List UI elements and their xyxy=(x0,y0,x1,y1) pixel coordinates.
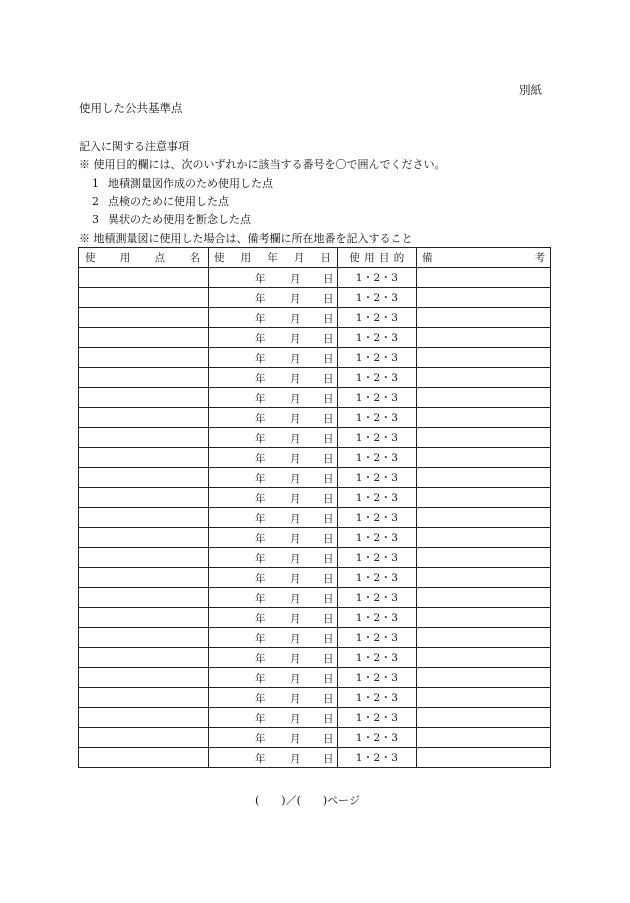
purpose-cell[interactable]: 1・2・3 xyxy=(338,628,417,648)
table-row xyxy=(79,348,551,368)
purpose-cell[interactable]: 1・2・3 xyxy=(338,608,417,628)
point-name-cell[interactable] xyxy=(79,548,209,568)
table-row xyxy=(79,608,551,628)
year-label: 年 xyxy=(255,333,266,345)
day-label: 日 xyxy=(323,633,334,645)
point-name-cell[interactable] xyxy=(79,508,209,528)
purpose-option-text: 地積測量図作成のため使用した点 xyxy=(108,177,273,190)
header-char: 使 xyxy=(214,252,225,264)
use-date-cell[interactable] xyxy=(209,268,338,288)
remarks-cell[interactable] xyxy=(417,508,551,528)
year-label: 年 xyxy=(255,593,266,605)
remarks-cell[interactable] xyxy=(417,688,551,708)
purpose-cell[interactable]: 1・2・3 xyxy=(338,428,417,448)
month-label: 月 xyxy=(290,753,301,765)
header-char: 考 xyxy=(534,252,545,264)
month-label: 月 xyxy=(290,693,301,705)
month-label: 月 xyxy=(290,733,301,745)
use-date-cell[interactable] xyxy=(209,628,338,648)
purpose-cell[interactable]: 1・2・3 xyxy=(338,388,417,408)
point-name-cell[interactable] xyxy=(79,708,209,728)
header-use-date xyxy=(209,248,338,268)
day-label: 日 xyxy=(323,753,334,765)
purpose-cell[interactable]: 1・2・3 xyxy=(338,348,417,368)
purpose-cell[interactable]: 1・2・3 xyxy=(338,468,417,488)
table-body xyxy=(79,268,551,768)
year-label: 年 xyxy=(255,373,266,385)
month-label: 月 xyxy=(290,453,301,465)
purpose-cell[interactable]: 1・2・3 xyxy=(338,568,417,588)
use-date-cell[interactable] xyxy=(209,348,338,368)
point-name-cell[interactable] xyxy=(79,488,209,508)
remarks-cell[interactable] xyxy=(417,628,551,648)
purpose-cell[interactable]: 1・2・3 xyxy=(338,548,417,568)
day-label: 日 xyxy=(323,733,334,745)
point-name-cell[interactable] xyxy=(79,408,209,428)
purpose-option-text: 異状のため使用を断念した点 xyxy=(108,213,251,226)
remarks-cell[interactable] xyxy=(417,268,551,288)
purpose-cell[interactable]: 1・2・3 xyxy=(338,288,417,308)
table-row xyxy=(79,628,551,648)
remarks-cell[interactable] xyxy=(417,428,551,448)
month-label: 月 xyxy=(290,433,301,445)
year-label: 年 xyxy=(255,293,266,305)
header-char: 用 xyxy=(240,252,252,264)
point-name-cell[interactable] xyxy=(79,588,209,608)
table-row xyxy=(79,568,551,588)
month-label: 月 xyxy=(290,493,301,505)
year-label: 年 xyxy=(255,353,266,365)
table-row xyxy=(79,308,551,328)
remarks-cell[interactable] xyxy=(417,708,551,728)
month-label: 月 xyxy=(290,633,301,645)
day-label: 日 xyxy=(323,313,334,325)
day-label: 日 xyxy=(323,413,334,425)
header-char: 用 xyxy=(119,252,131,264)
use-date-cell[interactable] xyxy=(209,588,338,608)
point-name-cell[interactable] xyxy=(79,648,209,668)
month-label: 月 xyxy=(290,333,301,345)
purpose-cell[interactable]: 1・2・3 xyxy=(338,368,417,388)
day-label: 日 xyxy=(323,593,334,605)
purpose-cell[interactable]: 1・2・3 xyxy=(338,748,417,768)
year-label: 年 xyxy=(255,753,266,765)
purpose-cell[interactable]: 1・2・3 xyxy=(338,308,417,328)
month-label: 月 xyxy=(290,413,301,425)
day-label: 日 xyxy=(323,433,334,445)
use-date-cell[interactable] xyxy=(209,568,338,588)
month-label: 月 xyxy=(290,613,301,625)
day-label: 日 xyxy=(323,673,334,685)
note-remarks-instruction: ※ 地積測量図に使用した場合は、備考欄に所在地番を記入すること xyxy=(79,232,413,245)
purpose-option-text: 点検のために使用した点 xyxy=(108,195,229,208)
purpose-cell[interactable]: 1・2・3 xyxy=(338,488,417,508)
purpose-cell[interactable]: 1・2・3 xyxy=(338,728,417,748)
use-date-cell[interactable] xyxy=(209,508,338,528)
month-label: 月 xyxy=(290,373,301,385)
year-label: 年 xyxy=(255,613,266,625)
month-label: 月 xyxy=(290,293,301,305)
page-number-footer: ( )／( )ページ xyxy=(255,794,360,807)
year-label: 年 xyxy=(255,453,266,465)
table-row xyxy=(79,428,551,448)
use-date-cell[interactable] xyxy=(209,288,338,308)
header-char: 日 xyxy=(320,252,331,264)
day-label: 日 xyxy=(323,713,334,725)
point-name-cell[interactable] xyxy=(79,688,209,708)
day-label: 日 xyxy=(323,333,334,345)
remarks-cell[interactable] xyxy=(417,408,551,428)
table-row xyxy=(79,688,551,708)
month-label: 月 xyxy=(290,593,301,605)
use-date-cell[interactable] xyxy=(209,688,338,708)
year-label: 年 xyxy=(255,513,266,525)
use-date-cell[interactable] xyxy=(209,308,338,328)
point-name-cell[interactable] xyxy=(79,608,209,628)
month-label: 月 xyxy=(290,573,301,585)
month-label: 月 xyxy=(290,473,301,485)
use-date-cell[interactable] xyxy=(209,548,338,568)
use-date-cell[interactable] xyxy=(209,648,338,668)
purpose-cell[interactable]: 1・2・3 xyxy=(338,328,417,348)
use-date-cell[interactable] xyxy=(209,748,338,768)
table-row xyxy=(79,648,551,668)
table-row xyxy=(79,528,551,548)
year-label: 年 xyxy=(255,393,266,405)
table-row xyxy=(79,508,551,528)
table-row xyxy=(79,408,551,428)
year-label: 年 xyxy=(255,653,266,665)
day-label: 日 xyxy=(323,373,334,385)
header-char: 年 xyxy=(267,252,278,264)
header-char: 月 xyxy=(293,252,305,264)
use-date-cell[interactable] xyxy=(209,388,338,408)
table-row xyxy=(79,488,551,508)
header-char: 使 xyxy=(85,252,96,264)
month-label: 月 xyxy=(290,273,301,285)
use-date-cell[interactable] xyxy=(209,408,338,428)
day-label: 日 xyxy=(323,453,334,465)
purpose-cell[interactable]: 1・2・3 xyxy=(338,408,417,428)
remarks-cell[interactable] xyxy=(417,368,551,388)
point-name-cell[interactable] xyxy=(79,428,209,448)
notes-heading: 記入に関する注意事項 xyxy=(79,140,189,153)
day-label: 日 xyxy=(323,393,334,405)
point-name-cell[interactable] xyxy=(79,628,209,648)
use-date-cell[interactable] xyxy=(209,668,338,688)
remarks-cell[interactable] xyxy=(417,488,551,508)
month-label: 月 xyxy=(290,533,301,545)
use-date-cell[interactable] xyxy=(209,468,338,488)
month-label: 月 xyxy=(290,393,301,405)
year-label: 年 xyxy=(255,413,266,425)
header-point-name xyxy=(79,248,209,268)
year-label: 年 xyxy=(255,573,266,585)
purpose-cell[interactable]: 1・2・3 xyxy=(338,528,417,548)
day-label: 日 xyxy=(323,293,334,305)
table-row xyxy=(79,668,551,688)
table-row xyxy=(79,368,551,388)
purpose-cell[interactable]: 1・2・3 xyxy=(338,668,417,688)
header-remarks xyxy=(417,248,551,268)
month-label: 月 xyxy=(290,353,301,365)
purpose-cell[interactable]: 1・2・3 xyxy=(338,648,417,668)
year-label: 年 xyxy=(255,433,266,445)
purpose-option-3 xyxy=(92,211,251,227)
point-name-cell[interactable] xyxy=(79,308,209,328)
point-name-cell[interactable] xyxy=(79,448,209,468)
day-label: 日 xyxy=(323,493,334,505)
day-label: 日 xyxy=(323,553,334,565)
year-label: 年 xyxy=(255,273,266,285)
table-row xyxy=(79,548,551,568)
month-label: 月 xyxy=(290,673,301,685)
month-label: 月 xyxy=(290,713,301,725)
point-name-cell[interactable] xyxy=(79,728,209,748)
purpose-option-number: 2 xyxy=(92,195,99,208)
point-name-cell[interactable] xyxy=(79,268,209,288)
day-label: 日 xyxy=(323,693,334,705)
header-purpose: 使 用 目 的 xyxy=(338,248,417,268)
purpose-cell[interactable]: 1・2・3 xyxy=(338,268,417,288)
point-name-cell[interactable] xyxy=(79,388,209,408)
header-char: 備 xyxy=(422,252,433,264)
purpose-cell[interactable]: 1・2・3 xyxy=(338,708,417,728)
day-label: 日 xyxy=(323,653,334,665)
point-name-cell[interactable] xyxy=(79,528,209,548)
point-name-cell[interactable] xyxy=(79,328,209,348)
remarks-cell[interactable] xyxy=(417,648,551,668)
month-label: 月 xyxy=(290,653,301,665)
day-label: 日 xyxy=(323,353,334,365)
annex-label: 別紙 xyxy=(519,83,542,97)
table-row xyxy=(79,728,551,748)
purpose-cell[interactable]: 1・2・3 xyxy=(338,688,417,708)
use-date-cell[interactable] xyxy=(209,428,338,448)
remarks-cell[interactable] xyxy=(417,528,551,548)
year-label: 年 xyxy=(255,533,266,545)
table-row xyxy=(79,748,551,768)
year-label: 年 xyxy=(255,633,266,645)
table-row xyxy=(79,588,551,608)
year-label: 年 xyxy=(255,673,266,685)
day-label: 日 xyxy=(323,573,334,585)
day-label: 日 xyxy=(323,273,334,285)
remarks-cell[interactable] xyxy=(417,328,551,348)
table-row xyxy=(79,468,551,488)
remarks-cell[interactable] xyxy=(417,468,551,488)
year-label: 年 xyxy=(255,313,266,325)
use-date-cell[interactable] xyxy=(209,328,338,348)
remarks-cell[interactable] xyxy=(417,548,551,568)
point-name-cell[interactable] xyxy=(79,748,209,768)
table-row xyxy=(79,708,551,728)
year-label: 年 xyxy=(255,733,266,745)
point-name-cell[interactable] xyxy=(79,568,209,588)
table-row xyxy=(79,268,551,288)
use-date-cell[interactable] xyxy=(209,708,338,728)
remarks-cell[interactable] xyxy=(417,608,551,628)
point-name-cell[interactable] xyxy=(79,668,209,688)
use-date-cell[interactable] xyxy=(209,368,338,388)
table-row xyxy=(79,328,551,348)
point-name-cell[interactable] xyxy=(79,468,209,488)
day-label: 日 xyxy=(323,473,334,485)
day-label: 日 xyxy=(323,613,334,625)
table-row xyxy=(79,388,551,408)
table-row xyxy=(79,288,551,308)
remarks-cell[interactable] xyxy=(417,668,551,688)
remarks-cell[interactable] xyxy=(417,308,551,328)
remarks-cell[interactable] xyxy=(417,388,551,408)
use-date-cell[interactable] xyxy=(209,728,338,748)
month-label: 月 xyxy=(290,553,301,565)
point-name-cell[interactable] xyxy=(79,348,209,368)
table-row xyxy=(79,448,551,468)
day-label: 日 xyxy=(323,513,334,525)
table-header-row xyxy=(79,248,551,268)
year-label: 年 xyxy=(255,553,266,565)
remarks-cell[interactable] xyxy=(417,748,551,768)
remarks-cell[interactable] xyxy=(417,728,551,748)
use-date-cell[interactable] xyxy=(209,608,338,628)
remarks-cell[interactable] xyxy=(417,448,551,468)
month-label: 月 xyxy=(290,513,301,525)
purpose-cell[interactable]: 1・2・3 xyxy=(338,508,417,528)
use-date-cell[interactable] xyxy=(209,488,338,508)
month-label: 月 xyxy=(290,313,301,325)
year-label: 年 xyxy=(255,693,266,705)
year-label: 年 xyxy=(255,493,266,505)
header-char: 点 xyxy=(154,252,166,264)
year-label: 年 xyxy=(255,713,266,725)
remarks-cell[interactable] xyxy=(417,288,551,308)
use-date-cell[interactable] xyxy=(209,448,338,468)
control-point-table xyxy=(78,247,551,768)
purpose-option-1 xyxy=(92,175,273,191)
day-label: 日 xyxy=(323,533,334,545)
purpose-option-2 xyxy=(92,193,229,209)
purpose-option-number: 3 xyxy=(92,213,99,226)
year-label: 年 xyxy=(255,473,266,485)
note-purpose-instruction: ※ 使用目的欄には、次のいずれかに該当する番号を〇で囲んでください。 xyxy=(79,158,446,171)
remarks-cell[interactable] xyxy=(417,568,551,588)
purpose-cell[interactable]: 1・2・3 xyxy=(338,448,417,468)
point-name-cell[interactable] xyxy=(79,288,209,308)
remarks-cell[interactable] xyxy=(417,588,551,608)
purpose-cell[interactable]: 1・2・3 xyxy=(338,588,417,608)
page-title: 使用した公共基準点 xyxy=(79,101,183,115)
point-name-cell[interactable] xyxy=(79,368,209,388)
header-char: 名 xyxy=(189,252,200,264)
purpose-option-number: 1 xyxy=(92,177,99,190)
use-date-cell[interactable] xyxy=(209,528,338,548)
remarks-cell[interactable] xyxy=(417,348,551,368)
